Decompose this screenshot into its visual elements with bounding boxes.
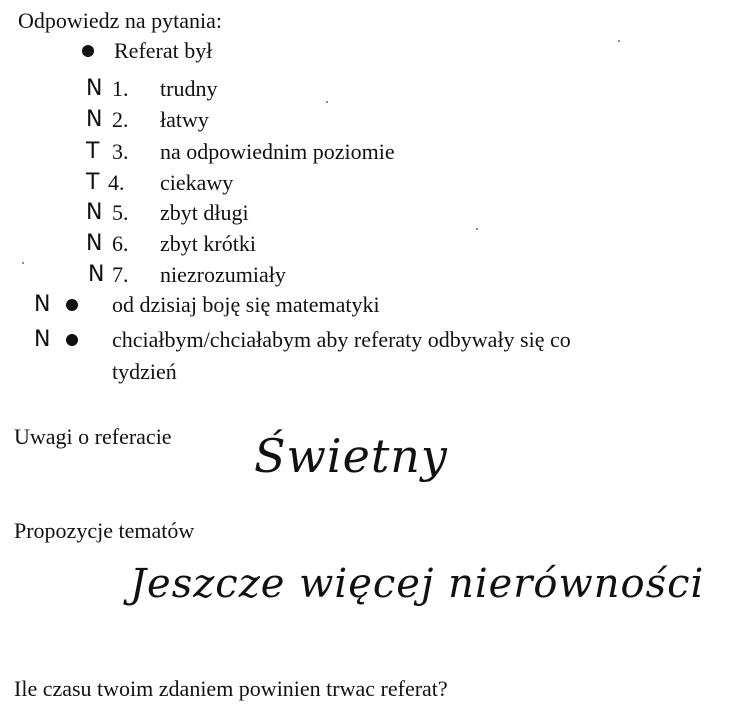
scan-speck <box>618 40 620 42</box>
option-label: trudny <box>160 76 218 101</box>
option-label: ciekawy <box>160 170 234 195</box>
option-number: 6. <box>112 231 129 256</box>
remarks-label: Uwagi o referacie <box>14 424 172 449</box>
option-number: 3. <box>112 139 129 164</box>
option-number: 4. <box>108 170 125 195</box>
statement-text: od dzisiaj boję się matematyki <box>112 292 380 317</box>
scan-speck <box>476 228 478 230</box>
option-number: 7. <box>112 262 129 287</box>
handwritten-mark: T <box>86 139 100 164</box>
option-label: na odpowiednim poziomie <box>160 139 395 164</box>
topics-label: Propozycje tematów <box>14 518 195 543</box>
option-number: 1. <box>112 76 129 101</box>
handwritten-mark: N <box>34 292 51 317</box>
bullet-icon <box>66 299 78 311</box>
handwritten-mark: N <box>86 200 103 225</box>
statement-text-continued: tydzień <box>112 359 177 384</box>
option-label: zbyt krótki <box>160 231 256 256</box>
bullet-icon <box>82 45 94 57</box>
handwritten-mark: N <box>86 107 103 132</box>
handwritten-remark: Świetny <box>254 429 448 483</box>
scan-speck <box>326 101 328 103</box>
option-label: łatwy <box>160 107 209 132</box>
handwritten-topic: Jeszcze więcej nierówności <box>130 561 705 607</box>
option-number: 5. <box>112 200 129 225</box>
handwritten-mark: T <box>86 170 100 195</box>
handwritten-mark: N <box>86 231 103 256</box>
handwritten-mark: N <box>86 76 103 101</box>
option-number: 2. <box>112 107 129 132</box>
statement-text: chciałbym/chciałabym aby referaty odbywały się co <box>112 327 571 352</box>
scan-speck <box>22 262 24 264</box>
duration-question: Ile czasu twoim zdaniem powinien trwac referat? <box>14 676 448 701</box>
handwritten-mark: N <box>88 262 105 287</box>
option-label: niezrozumiały <box>160 262 286 287</box>
bullet-icon <box>66 334 78 346</box>
handwritten-mark: N <box>34 327 51 352</box>
option-label: zbyt długi <box>160 200 249 225</box>
section-title: Referat był <box>114 38 213 63</box>
form-heading: Odpowiedz na pytania: <box>18 8 223 33</box>
